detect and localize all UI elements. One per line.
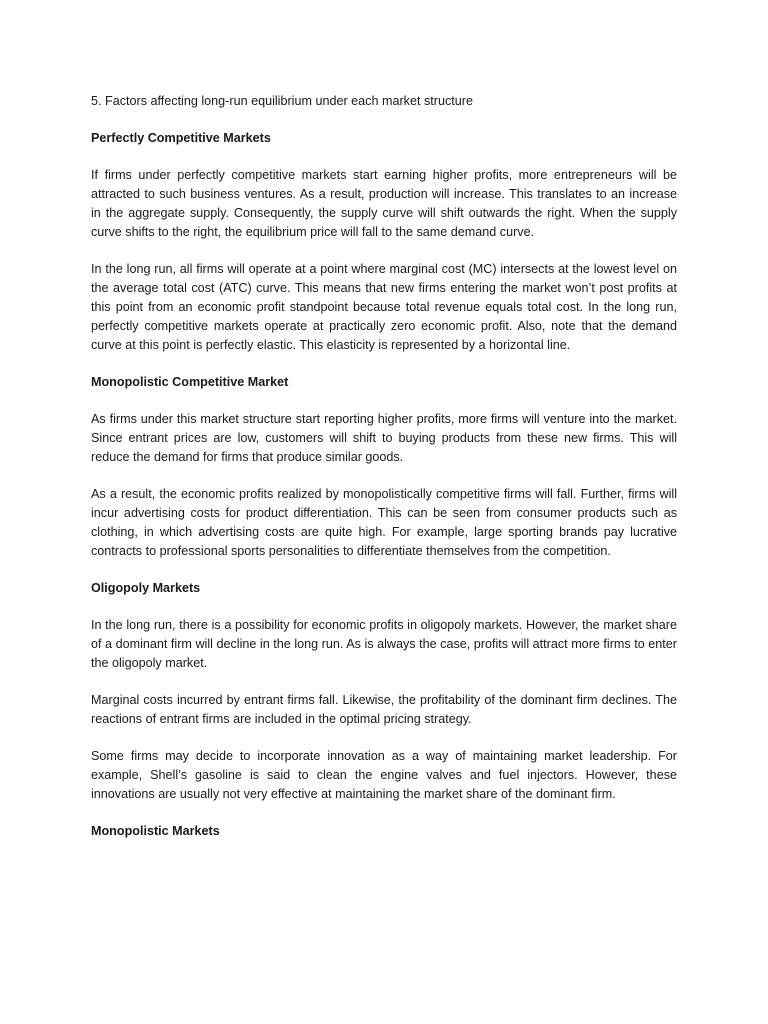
paragraph: If firms under perfectly competitive markets start earning higher profits, more entrepreneurs will be attracted to such business ventures. As a result, production will increase. This translates to an increase in the aggregate supply. Consequently, the supply curve will shift outwards the right. When the supply curve shifts to the right, the equilibrium price will fall to the same demand curve. bbox=[91, 168, 677, 239]
paragraph: In the long run, there is a possibility for economic profits in oligopoly markets. However, the market share of a dominant firm will decline in the long run. As is always the case, profits will attract more firms to enter the oligopoly market. bbox=[91, 618, 677, 670]
section-heading-monopoly: Monopolistic Markets bbox=[91, 824, 220, 838]
document-page bbox=[91, 92, 677, 859]
section-heading-perfect-competition: Perfectly Competitive Markets bbox=[91, 131, 271, 145]
paragraph: In the long run, all firms will operate at a point where marginal cost (MC) intersects at the lowest level on the average total cost (ATC) curve. This means that new firms entering the market won’t post profits at this point from an economic profit standpoint because total revenue equals total cost. In the long run, perfectly competitive markets operate at practically zero economic profit. Also, note that the demand curve at this point is perfectly elastic. This elasticity is represented by a horizontal line. bbox=[91, 262, 677, 352]
paragraph: As firms under this market structure start reporting higher profits, more firms will venture into the market. Since entrant prices are low, customers will shift to buying products from these new firms. This will reduce the demand for firms that produce similar goods. bbox=[91, 412, 677, 464]
paragraph: Some firms may decide to incorporate innovation as a way of maintaining market leadership. For example, Shell’s gasoline is said to clean the engine valves and fuel injectors. However, these innovations are usually not very effective at maintaining the market share of the dominant firm. bbox=[91, 749, 677, 801]
paragraph: Marginal costs incurred by entrant firms fall. Likewise, the profitability of the dominant firm declines. The reactions of entrant firms are included in the optimal pricing strategy. bbox=[91, 693, 677, 726]
section-heading-oligopoly: Oligopoly Markets bbox=[91, 581, 201, 595]
paragraph: As a result, the economic profits realized by monopolistically competitive firms will fall. Further, firms will incur advertising costs for product differentiation. This can be seen from consumer products such as clothing, in which advertising costs are quite high. For example, large sporting brands pay lucrative contracts to professional sports personalities to differentiate themselves from the competition. bbox=[91, 487, 677, 558]
section-heading-monopolistic-competition: Monopolistic Competitive Market bbox=[91, 375, 289, 389]
document-title: 5. Factors affecting long-run equilibrium under each market structure bbox=[91, 94, 473, 108]
